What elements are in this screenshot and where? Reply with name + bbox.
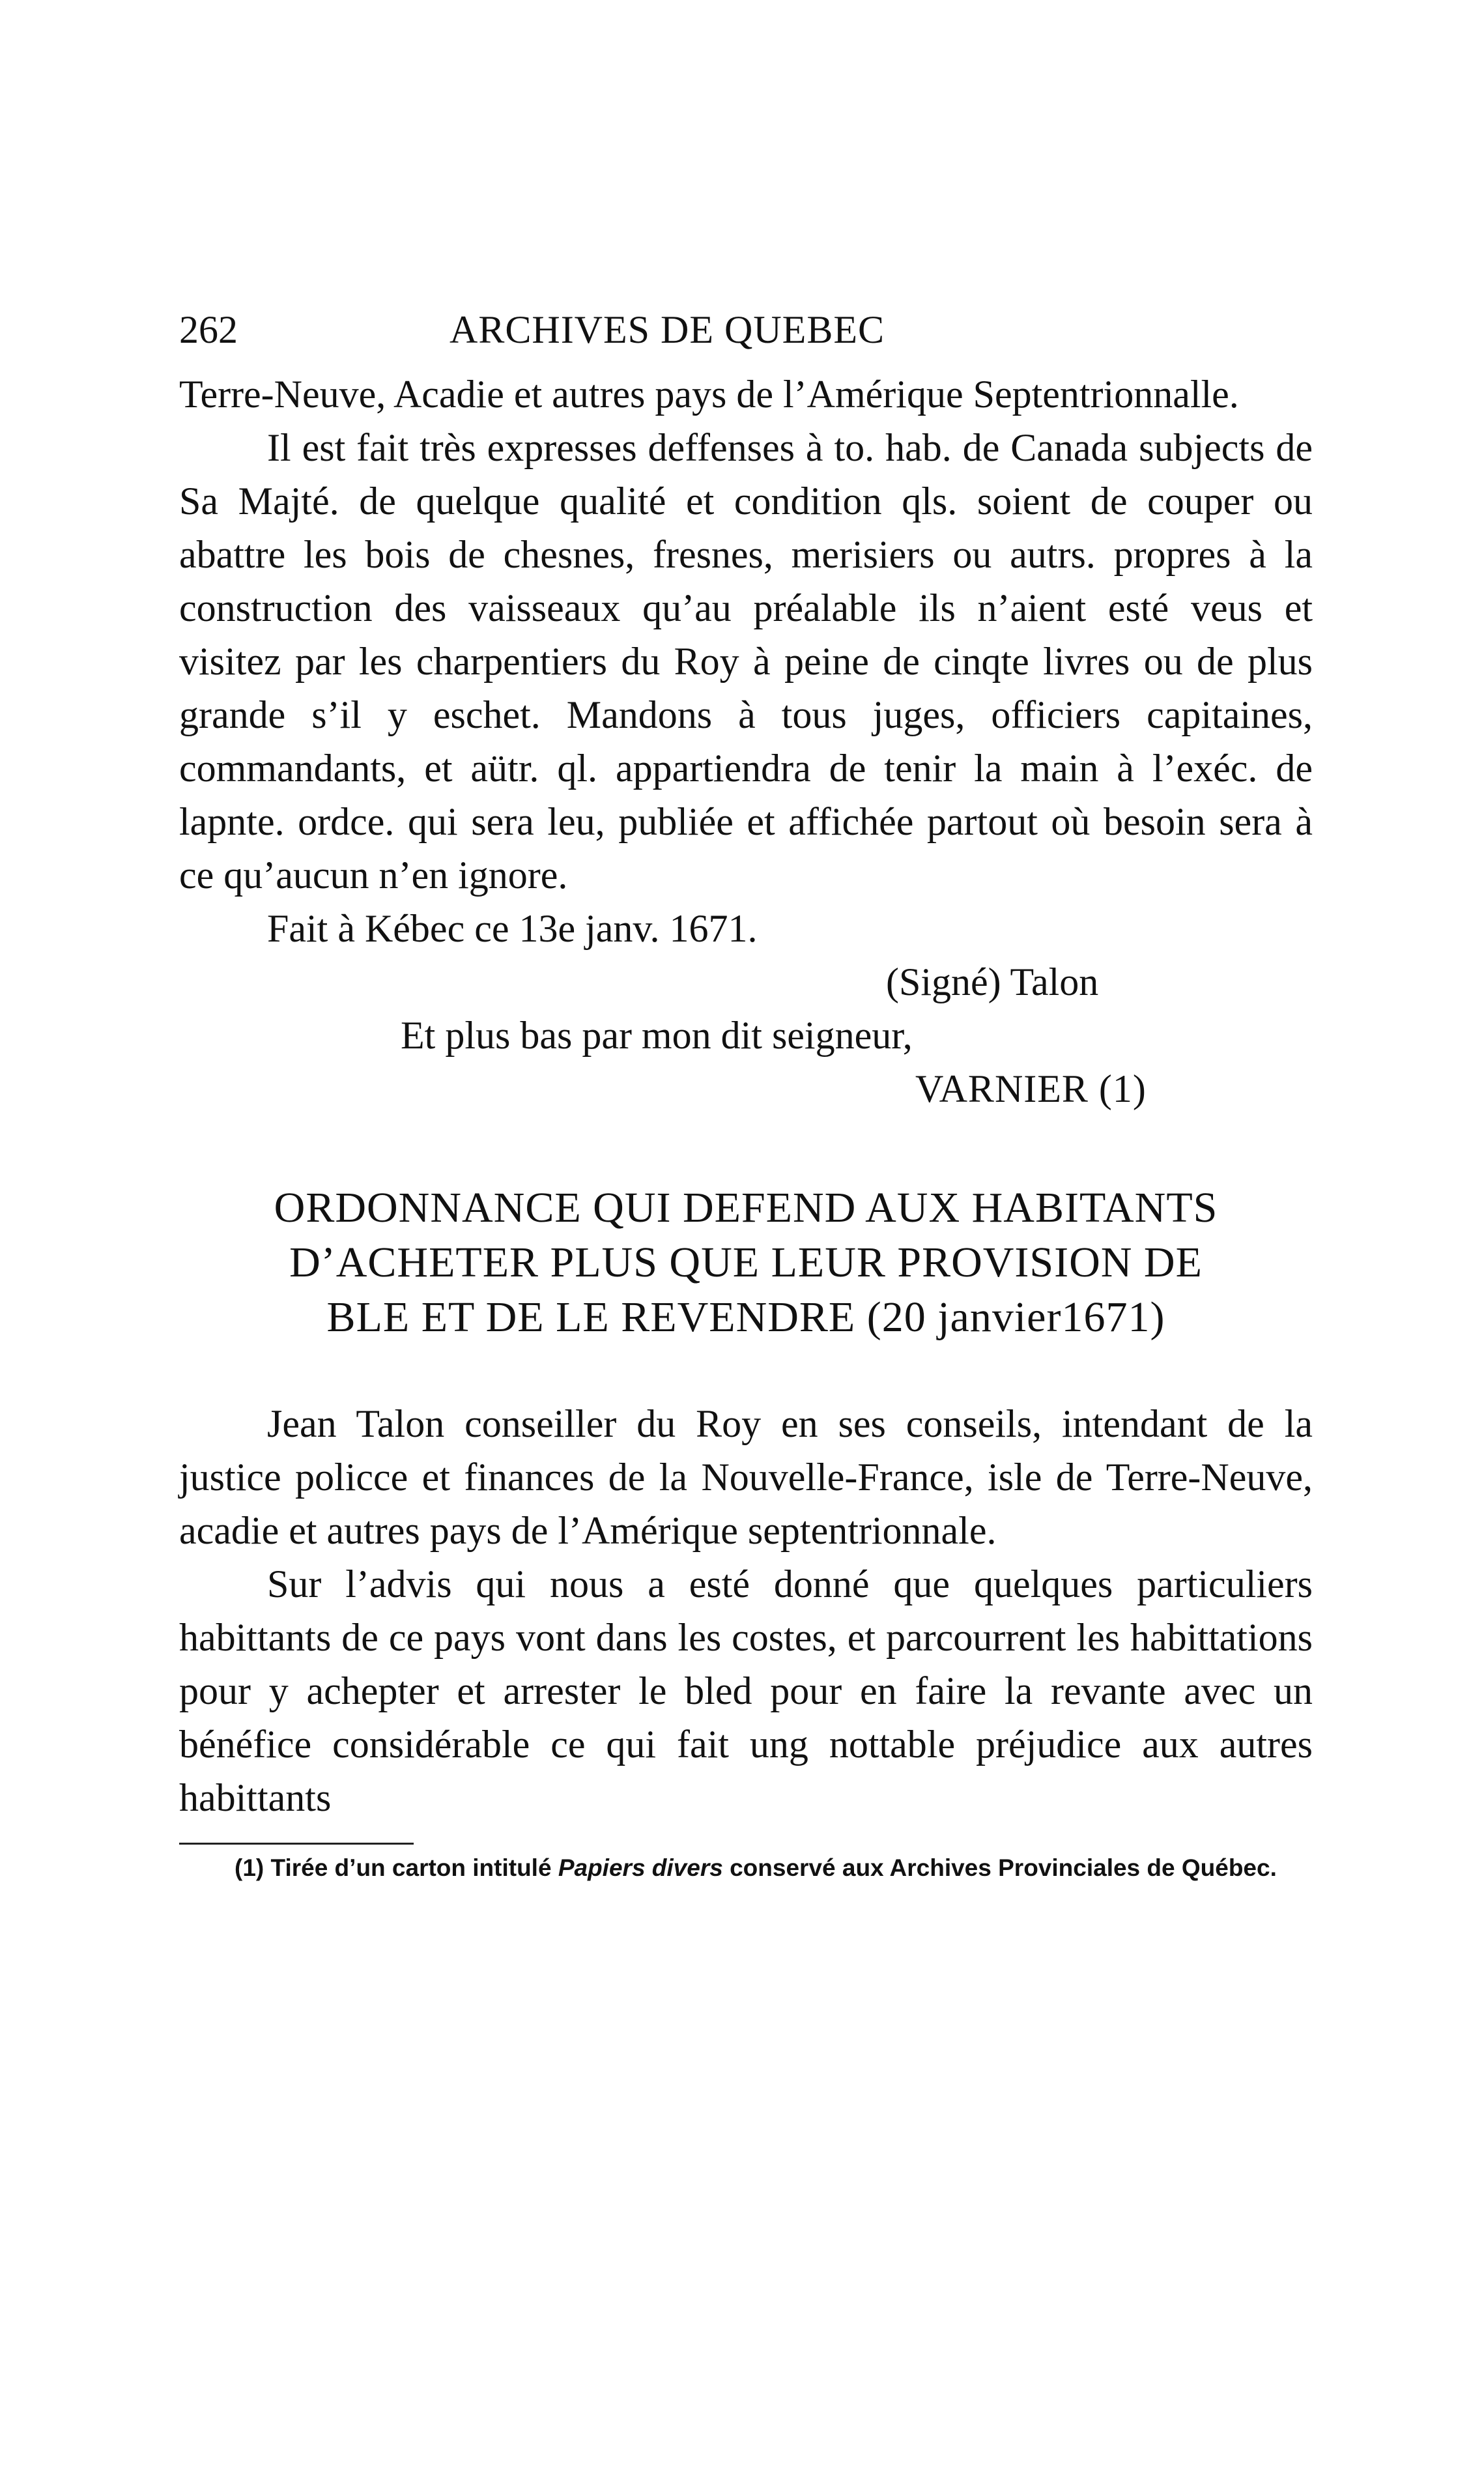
footnote-divider: [179, 1843, 414, 1845]
signature-varnier: VARNIER (1): [915, 1067, 1147, 1110]
footnote-text-before: Tirée d’un carton intitulé: [270, 1854, 552, 1881]
running-title: ARCHIVES DE QUEBEC: [449, 308, 885, 351]
prohibition-paragraph: Il est fait très expresses deffenses à to. hab. de Canada subjects de Sa Majté. de quelque qualité et condition qls. soient de couper ou abattre les bois de chesnes, fresnes, merisiers ou autrs. propres à la construction des vaisseaux qu’au préalable ils n’aient esté veus et visitez par les charpentiers du Roy à peine de cinqte livres ou de plus grande s’il y eschet. Mandons à tous juges, officiers capitaines, commandants, et aütr. ql. appartiendra de tenir la main à l’exéc. de lapnte. ordce. qui sera leu, publiée et affichée partout où besoin sera à ce qu’aucun n’en ignore.: [179, 426, 1313, 897]
countersign-note: Et plus bas par mon dit seigneur,: [401, 1014, 913, 1057]
footnote-italic-title: Papiers divers: [558, 1854, 723, 1881]
continued-paragraph: Terre-Neuve, Acadie et autres pays de l’Amérique Septentrionnalle.: [179, 373, 1239, 416]
running-header: [179, 306, 1313, 353]
footnote-mark: (1): [235, 1854, 264, 1881]
page-number: 262: [179, 308, 238, 351]
advis-paragraph: Sur l’advis qui nous a esté donné que quelques particuliers habittants de ce pays vont dans les costes, et parcourrent les habittations pour y achepter et arrester le bled pour en faire la revante avec un bénéfice considérable ce qui fait ung nottable préjudice aux autres habittants: [179, 1562, 1313, 1819]
heading-line-1: ORDONNANCE QUI DEFEND AUX HABITANTS: [274, 1184, 1218, 1231]
heading-line-3: BLE ET DE LE REVENDRE (20 janvier1671): [326, 1293, 1165, 1341]
signature-talon: (Signé) Talon: [886, 960, 1099, 1003]
date-line: Fait à Kébec ce 13e janv. 1671.: [267, 907, 758, 950]
talon-intro-paragraph: Jean Talon conseiller du Roy en ses conseils, intendant de la justice policce et finances de la Nouvelle-France, isle de Terre-Neuve, acadie et autres pays de l’Amérique septentrionnale.: [179, 1402, 1313, 1552]
heading-line-2: D’ACHETER PLUS QUE LEUR PROVISION DE: [289, 1239, 1203, 1286]
footnote: [179, 1854, 1313, 1882]
ordinance-heading: [179, 1181, 1313, 1345]
document-page: [179, 306, 1313, 1882]
footnote-text-after: conservé aux Archives Provinciales de Québec.: [730, 1854, 1277, 1881]
